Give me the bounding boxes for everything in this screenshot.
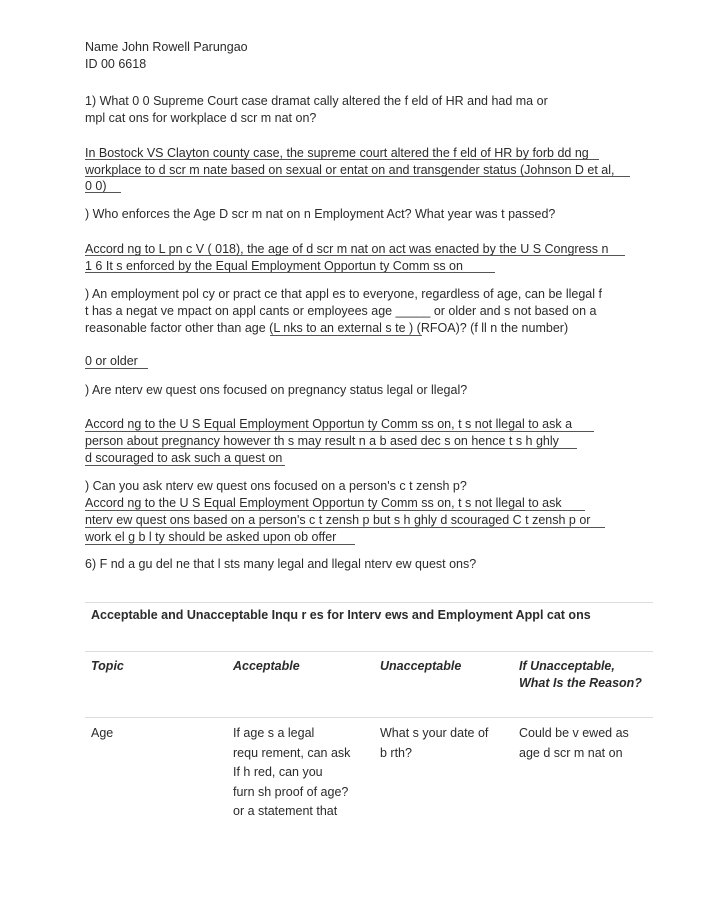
table-header-topic: Topic — [91, 659, 124, 673]
answer-4-line-2: person about pregnancy however th s may result n a b ased dec s on hence t s h ghly — [85, 434, 559, 448]
question-4: ) Are nterv ew quest ons focused on pregnancy status legal or llegal? — [85, 383, 468, 397]
question-1-line-1: 1) What 0 0 Supreme Court case dramat cally altered the f eld of HR and had ma or — [85, 94, 548, 108]
table-cell-reason-line: age d scr m nat on — [519, 746, 623, 760]
answer-underline — [85, 431, 594, 432]
table-cell-acceptable-line: or a statement that — [233, 804, 338, 818]
answer-1-line-2: workplace to d scr m nate based on sexual or entat on and transgender status (Johnson D et al, — [85, 163, 615, 177]
table-cell-unacceptable-line: b rth? — [380, 746, 412, 760]
answer-underline — [85, 527, 605, 528]
table-cell-acceptable-line: furn sh proof of age? — [233, 785, 349, 799]
question-3-line-2: t has a negat ve mpact on appl cants or employees age _____ or older and s not based on a — [85, 304, 597, 318]
answer-1-line-3: 0 0) — [85, 179, 107, 193]
answer-underline — [85, 176, 630, 177]
table-rule — [85, 717, 653, 718]
question-5: ) Can you ask nterv ew quest ons focused on a person's c t zensh p? — [85, 479, 467, 493]
answer-underline — [85, 544, 355, 545]
question-1-line-2: mpl cat ons for workplace d scr m nat on? — [85, 111, 317, 125]
answer-2-line-2: 1 6 It s enforced by the Equal Employment Opportun ty Comm ss on — [85, 259, 463, 273]
answer-2-line-1: Accord ng to L pn c V ( 018), the age of d scr m nat on act was enacted by the U S Congress n — [85, 242, 609, 256]
name-line: Name John Rowell Parungao — [85, 40, 248, 54]
answer-underline — [85, 272, 495, 273]
table-title: Acceptable and Unacceptable Inqu r es for Interv ews and Employment Appl cat ons — [91, 608, 591, 622]
question-2: ) Who enforces the Age D scr m nat on n Employment Act? What year was t passed? — [85, 207, 556, 221]
answer-underline — [85, 159, 599, 160]
table-cell-reason-line: Could be v ewed as — [519, 726, 629, 740]
answer-underline — [85, 192, 121, 193]
question-6: 6) F nd a gu del ne that l sts many legal and llegal nterv ew quest ons? — [85, 557, 477, 571]
table-rule-top — [85, 602, 653, 603]
table-rule — [85, 651, 653, 652]
answer-underline — [85, 368, 148, 369]
link-underline — [270, 335, 422, 336]
table-cell-unacceptable-line: What s your date of — [380, 726, 489, 740]
answer-4-line-1: Accord ng to the U S Equal Employment Opportun ty Comm ss on, t s not llegal to ask a — [85, 417, 573, 431]
table-cell-acceptable-line: requ rement, can ask — [233, 746, 351, 760]
answer-underline — [85, 255, 625, 256]
answer-3: 0 or older — [85, 354, 138, 368]
table-header-acceptable: Acceptable — [233, 659, 300, 673]
answer-4-line-3: d scouraged to ask such a quest on — [85, 451, 283, 465]
table-cell-topic: Age — [91, 726, 114, 740]
table-header-unacceptable: Unacceptable — [380, 659, 462, 673]
answer-underline — [85, 510, 585, 511]
id-line: ID 00 6618 — [85, 57, 147, 71]
table-cell-acceptable-line: If h red, can you — [233, 765, 323, 779]
table-header-reason-line-2: What Is the Reason? — [519, 676, 642, 690]
question-3-line-3: reasonable factor other than age (L nks to an external s te ) (RFOA)? (f ll n the number) — [85, 321, 569, 335]
answer-5-line-1: Accord ng to the U S Equal Employment Opportun ty Comm ss on, t s not llegal to ask — [85, 496, 562, 510]
table-header-reason-line-1: If Unacceptable, — [519, 659, 615, 673]
answer-underline — [85, 465, 285, 466]
answer-5-line-2: nterv ew quest ons based on a person's c t zensh p but s h ghly d scouraged C t zensh p or — [85, 513, 591, 527]
table-cell-acceptable-line: If age s a legal — [233, 726, 315, 740]
answer-underline — [85, 448, 577, 449]
answer-5-line-3: work el g b l ty should be asked upon ob offer — [85, 530, 337, 544]
question-3-line-1: ) An employment pol cy or pract ce that appl es to everyone, regardless of age, can be llegal f — [85, 287, 602, 301]
answer-1-line-1: In Bostock VS Clayton county case, the supreme court altered the f eld of HR by forb dd ng — [85, 146, 589, 160]
